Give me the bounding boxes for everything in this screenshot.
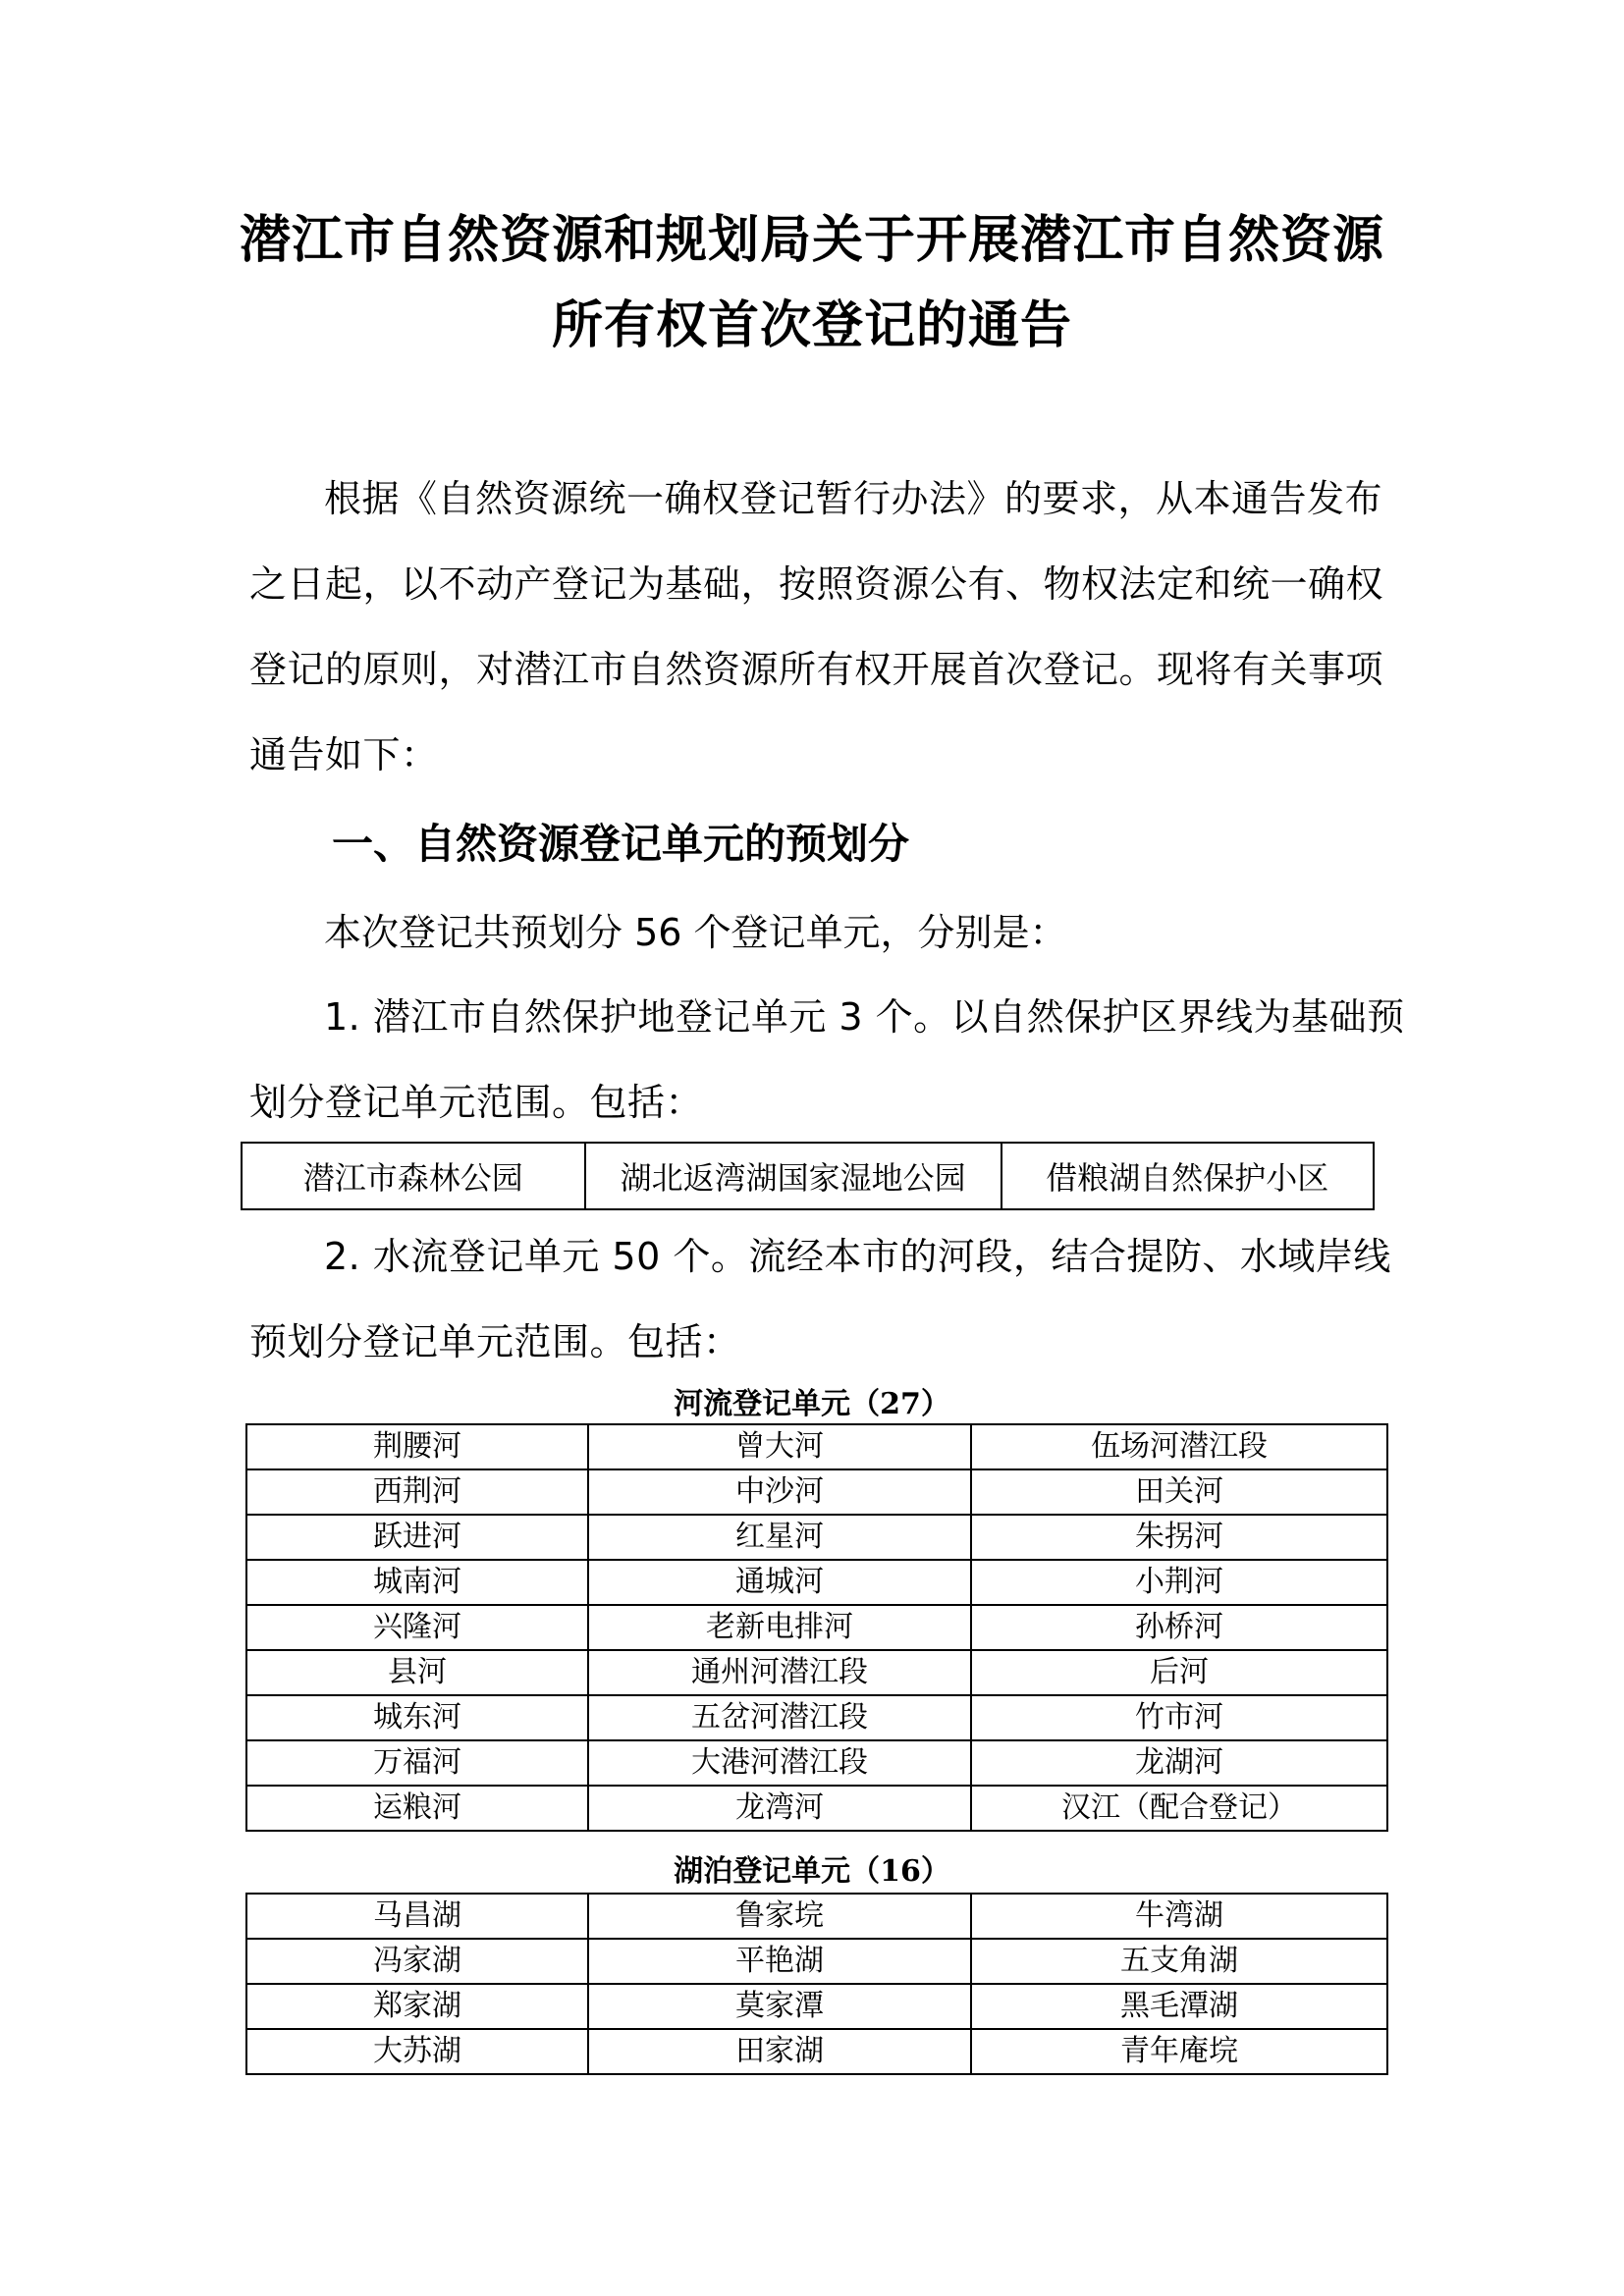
table-row [246,1605,1387,1650]
table-cell: 后河 [971,1650,1387,1695]
table-row [246,1515,1387,1560]
table-row [246,1424,1387,1469]
table-row [246,2029,1387,2074]
table-cell: 曾大河 [588,1424,971,1469]
table-cell: 跃进河 [246,1515,588,1560]
item-1-paragraph [249,975,1405,1146]
table-row [246,1740,1387,1786]
table-cell: 兴隆河 [246,1605,588,1650]
item-2-paragraph [249,1214,1391,1385]
table-cell: 城南河 [246,1560,588,1605]
table-cell: 田家湖 [588,2029,971,2074]
lakes-table [245,1893,1388,2075]
table-row [246,1786,1387,1831]
intro-line: 通告如下： [249,733,439,776]
table-cell: 大苏湖 [246,2029,588,2074]
table-cell: 老新电排河 [588,1605,971,1650]
table-cell: 运粮河 [246,1786,588,1831]
item-2-line: 预划分登记单元范围。包括： [249,1320,741,1363]
reserve-cell: 湖北返湾湖国家湿地公园 [585,1143,1001,1209]
table-cell: 大港河潜江段 [588,1740,971,1786]
reserve-cell: 潜江市森林公园 [242,1143,585,1209]
table-cell: 小荆河 [971,1560,1387,1605]
document-title-line-2: 所有权首次登记的通告 [551,295,1072,355]
table-cell: 孙桥河 [971,1605,1387,1650]
table-row [246,1939,1387,1984]
table-cell: 五岔河潜江段 [588,1695,971,1740]
rivers-table [245,1423,1388,1832]
table-row [246,1695,1387,1740]
table-cell: 郑家湖 [246,1984,588,2029]
table-cell: 伍场河潜江段 [971,1424,1387,1469]
table-cell: 青年庵垸 [971,2029,1387,2074]
table-cell: 田关河 [971,1469,1387,1515]
section-1-summary: 本次登记共预划分 56 个登记单元，分别是： [324,911,1067,954]
table-row [246,1650,1387,1695]
reserve-cell: 借粮湖自然保护小区 [1001,1143,1374,1209]
table-cell: 竹市河 [971,1695,1387,1740]
table-cell: 平艳湖 [588,1939,971,1984]
table-row [242,1143,1374,1209]
table-cell: 黑毛潭湖 [971,1984,1387,2029]
table-cell: 县河 [246,1650,588,1695]
table-row [246,1469,1387,1515]
table-cell: 中沙河 [588,1469,971,1515]
table-row [246,1560,1387,1605]
table-cell: 鲁家垸 [588,1894,971,1939]
table-cell: 冯家湖 [246,1939,588,1984]
table-row [246,1984,1387,2029]
item-2-line: 2. 水流登记单元 50 个。流经本市的河段，结合提防、水域岸线 [324,1235,1391,1278]
intro-paragraph [249,456,1388,798]
intro-line: 之日起，以不动产登记为基础，按照资源公有、物权法定和统一确权 [249,562,1384,606]
section-1-heading: 一、自然资源登记单元的预划分 [332,820,910,868]
table-cell: 荆腰河 [246,1424,588,1469]
table-cell: 龙湖河 [971,1740,1387,1786]
table-row [246,1894,1387,1939]
table-cell: 通城河 [588,1560,971,1605]
table-cell: 龙湾河 [588,1786,971,1831]
nature-reserve-table [241,1142,1375,1210]
lakes-table-caption: 湖泊登记单元（16） [674,1854,950,1889]
item-1-line: 划分登记单元范围。包括： [249,1081,704,1124]
table-cell: 莫家潭 [588,1984,971,2029]
table-cell: 五支角湖 [971,1939,1387,1984]
table-cell: 城东河 [246,1695,588,1740]
item-1-line: 1. 潜江市自然保护地登记单元 3 个。以自然保护区界线为基础预 [324,995,1405,1039]
intro-line: 根据《自然资源统一确权登记暂行办法》的要求，从本通告发布 [324,477,1383,520]
intro-line: 登记的原则，对潜江市自然资源所有权开展首次登记。现将有关事项 [249,648,1384,691]
table-cell: 通州河潜江段 [588,1650,971,1695]
table-cell: 汉江（配合登记） [971,1786,1387,1831]
rivers-table-caption: 河流登记单元（27） [674,1387,950,1421]
table-cell: 万福河 [246,1740,588,1786]
table-cell: 红星河 [588,1515,971,1560]
table-cell: 马昌湖 [246,1894,588,1939]
table-cell: 牛湾湖 [971,1894,1387,1939]
table-cell: 朱拐河 [971,1515,1387,1560]
document-title-line-1: 潜江市自然资源和规划局关于开展潜江市自然资源 [239,210,1384,270]
table-cell: 西荆河 [246,1469,588,1515]
